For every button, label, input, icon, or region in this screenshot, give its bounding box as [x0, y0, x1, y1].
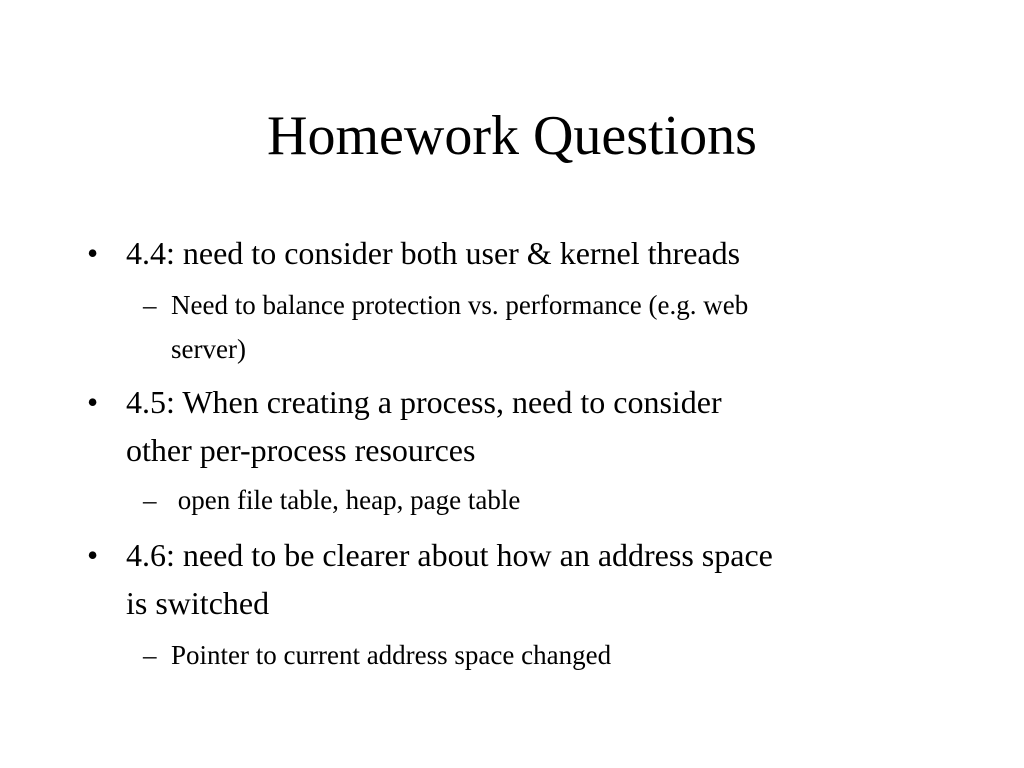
slide-title: Homework Questions [267, 105, 757, 167]
bullet-text: is switched [126, 585, 270, 621]
sub-marker: – [143, 485, 157, 515]
bullet-text: 4.5: When creating a process, need to consider [126, 384, 722, 420]
sub-item-2 [143, 478, 521, 522]
sub-item-3 [143, 633, 612, 677]
sub-item-1 [143, 283, 749, 371]
sub-text: Need to balance protection vs. performance (e.g. web [171, 290, 749, 320]
bullet-item-2 [87, 378, 722, 474]
bullet-item-3 [87, 531, 773, 627]
bullet-text: 4.4: need to consider both user & kernel threads [126, 235, 741, 271]
sub-text: open file table, heap, page table [171, 485, 521, 515]
bullet-text: 4.6: need to be clearer about how an address space [126, 537, 773, 573]
sub-text: server) [171, 334, 246, 364]
sub-text: Pointer to current address space changed [171, 640, 612, 670]
bullet-marker: • [87, 384, 99, 420]
bullet-marker: • [87, 537, 99, 573]
bullet-item-1 [87, 229, 741, 277]
bullet-marker: • [87, 235, 99, 271]
bullet-text: other per-process resources [126, 432, 476, 468]
sub-marker: – [143, 640, 157, 670]
sub-marker: – [143, 290, 157, 320]
